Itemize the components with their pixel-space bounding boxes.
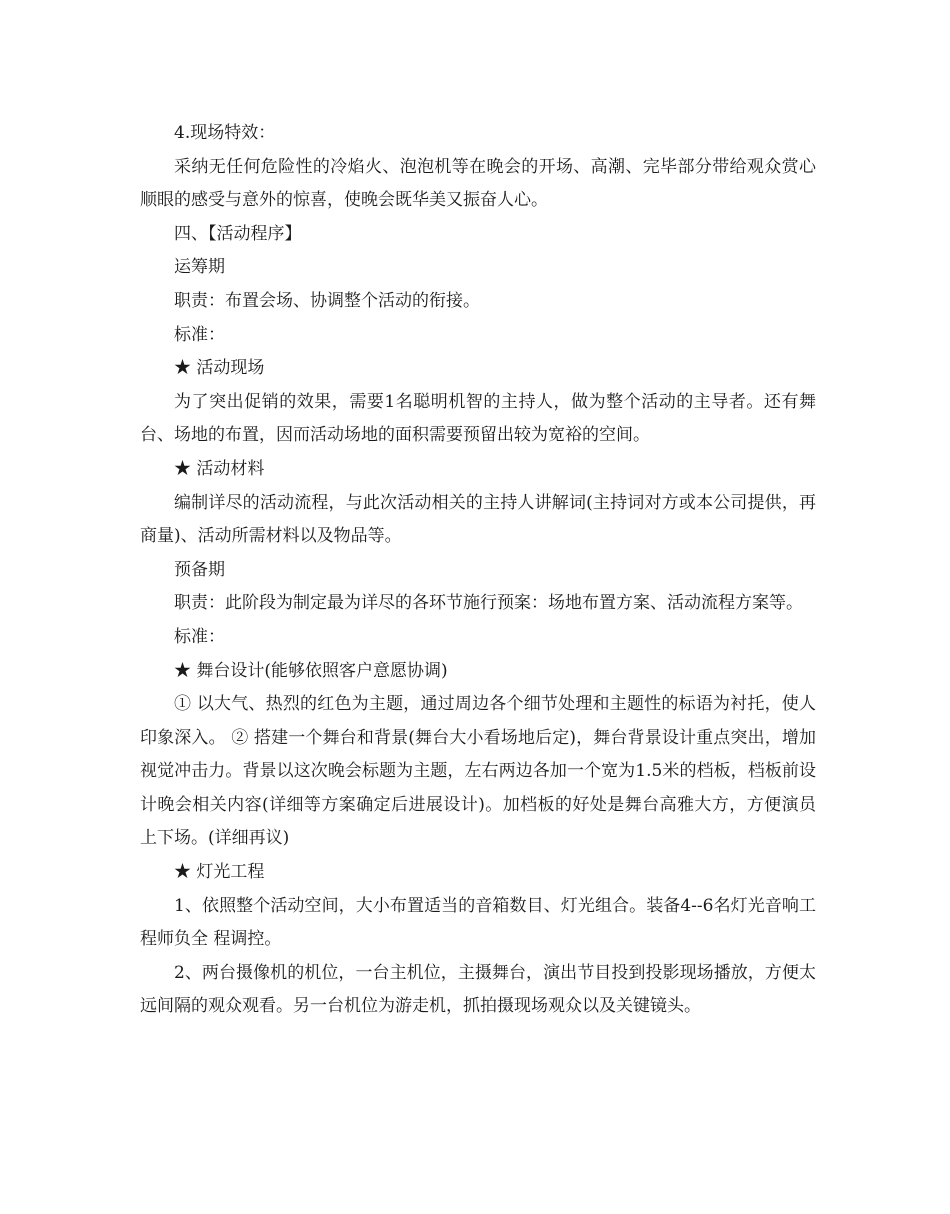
paragraph-lighting-2: 2、两台摄像机的机位，一台主机位，主摄舞台，演出节目投到投影现场播放，方便太远间隔的观众观看。另一台机位为游走机，抓拍摄现场观众以及关键镜头。	[140, 962, 816, 1017]
planning-duties: 职责：布置会场、协调整个活动的衔接。	[174, 290, 480, 311]
paragraph-lighting-1: 1、依照整个活动空间，大小布置适当的音箱数目、灯光组合。装备4--6名灯光音响工程师负全 程调控。	[140, 895, 816, 950]
item-heading-materials: ★ 活动材料	[174, 458, 265, 479]
planning-standard-label: 标准：	[174, 324, 225, 345]
preparation-duties: 职责：此阶段为制定最为详尽的各环节施行预案：场地布置方案、活动流程方案等。	[174, 593, 803, 614]
heading-effects: 4.现场特效：	[174, 123, 276, 143]
item-heading-venue: ★ 活动现场	[174, 358, 265, 379]
paragraph-materials: 编制详尽的活动流程，与此次活动相关的主持人讲解词(主持词对方或本公司提供，再商量)、活动所需材料以及物品等。	[140, 492, 816, 547]
paragraph-venue: 为了突出促销的效果，需要1名聪明机智的主持人，做为整个活动的主导者。还有舞台、场地的布置，因而活动场地的面积需要预留出较为宽裕的空间。	[140, 391, 816, 446]
preparation-standard-label: 标准：	[174, 626, 225, 647]
phase-heading-planning: 运筹期	[174, 257, 225, 278]
paragraph-stage-design: ① 以大气、热烈的红色为主题，通过周边各个细节处理和主题性的标语为衬托，使人印象深入。 ② 搭建一个舞台和背景(舞台大小看场地后定)，舞台背景设计重点突出，增加视觉冲击力。背景以这次晚会标题为主题，左右两边各加一个宽为1.5米的档板，档板前设计晚会相关内容(详细等方案确定后进展设计)。加档板的好处是舞台高雅大方，方便演员上下场。(详细再议)	[140, 694, 816, 849]
item-heading-stage-design: ★ 舞台设计(能够依照客户意愿协调)	[174, 660, 448, 681]
item-heading-lighting: ★ 灯光工程	[174, 862, 265, 883]
phase-heading-preparation: 预备期	[174, 559, 225, 580]
document-body	[140, 117, 816, 1024]
paragraph-effects: 采纳无任何危险性的冷焰火、泡泡机等在晚会的开场、高潮、完毕部分带给观众赏心顺眼的感受与意外的惊喜，使晚会既华美又振奋人心。	[140, 156, 816, 211]
section-heading-program: 四、【活动程序】	[174, 223, 302, 244]
